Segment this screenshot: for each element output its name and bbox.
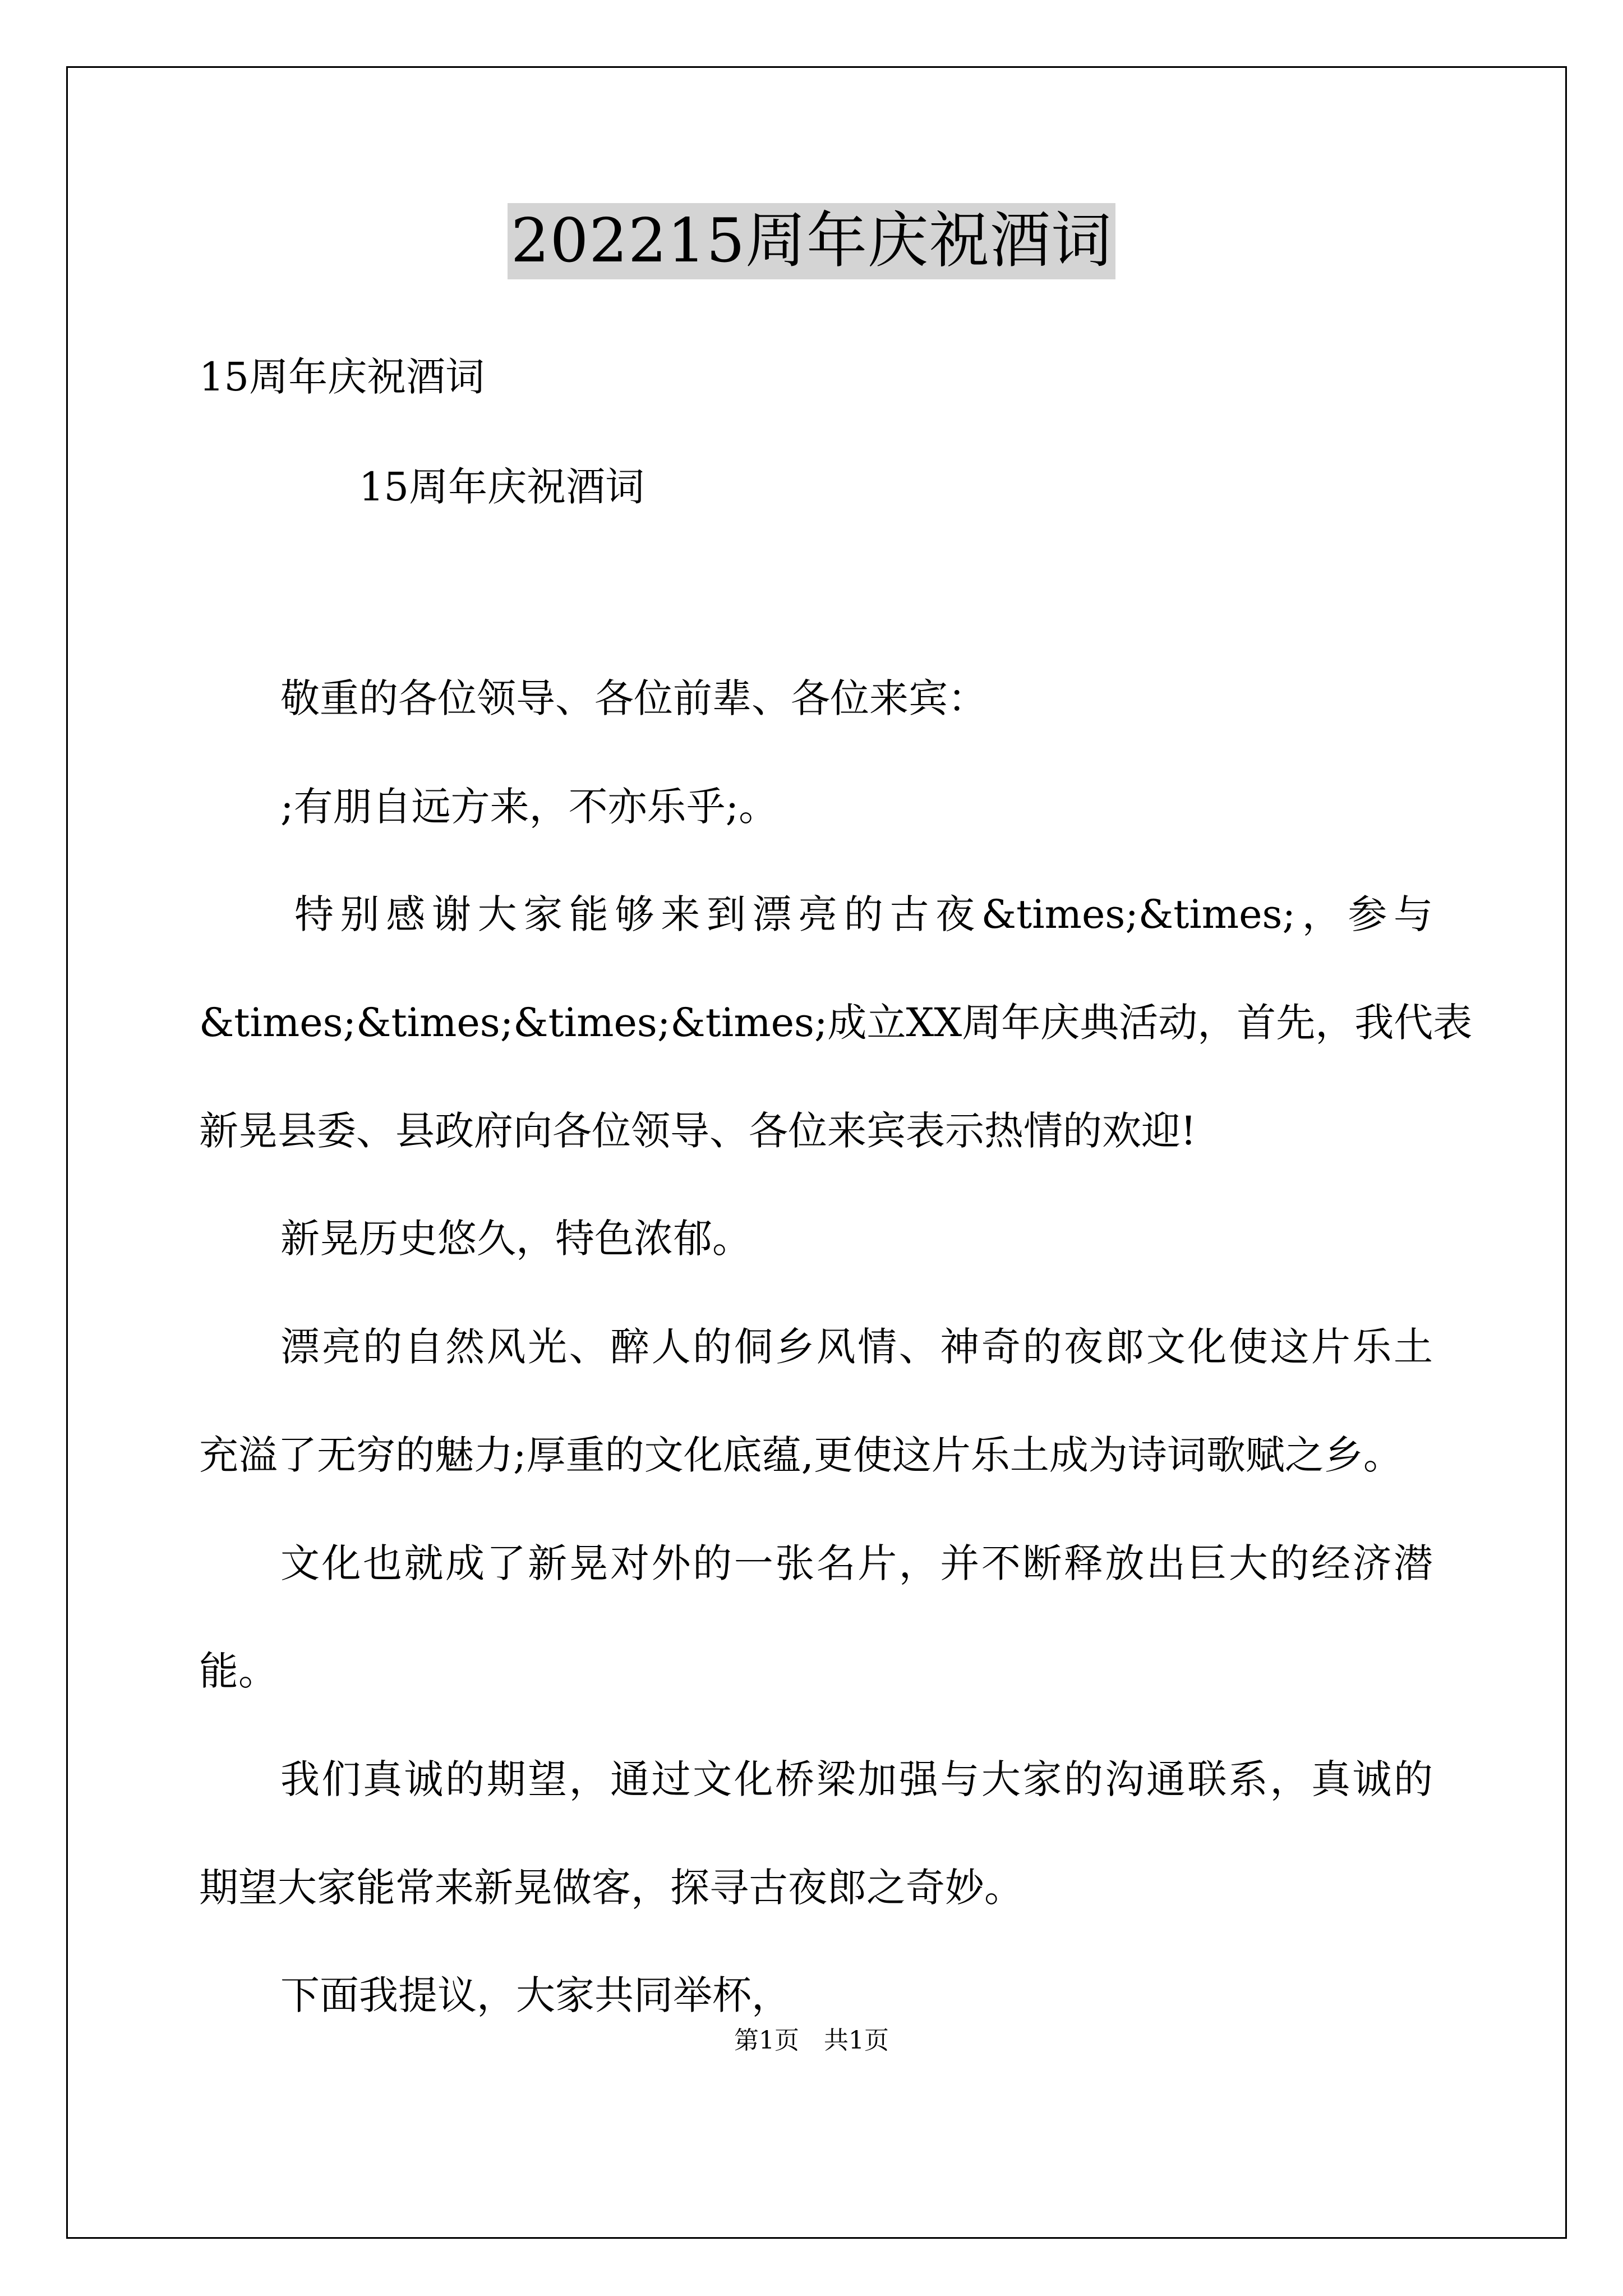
subtitle-line-2: 15周年庆祝酒词 — [359, 464, 645, 510]
title-container — [0, 203, 1623, 279]
paragraph-scenery-line-1: 漂亮的自然风光、醉人的侗乡风情、神奇的夜郎文化使这片乐土 — [280, 1324, 1433, 1370]
page-footer: 第1页 共1页 — [734, 2026, 889, 2055]
paragraph-greeting: 敬重的各位领导、各位前辈、各位来宾： — [280, 675, 987, 721]
document-title: 202215周年庆祝酒词 — [508, 203, 1115, 279]
paragraph-thanks-line-3: 新晃县委、县政府向各位领导、各位来宾表示热情的欢迎! — [199, 1108, 1197, 1154]
paragraph-quote: ;有朋自远方来，不亦乐乎;。 — [280, 784, 778, 830]
paragraph-scenery-line-2: 充溢了无穷的魅力;厚重的文化底蕴,更使这片乐土成为诗词歌赋之乡。 — [199, 1432, 1403, 1478]
paragraph-thanks-line-2: &times;&times;&times;&times;成立XX周年庆典活动，首先，我代表 — [199, 1000, 1473, 1046]
subtitle-line-1: 15周年庆祝酒词 — [199, 354, 485, 400]
paragraph-culture-line-1: 文化也就成了新晃对外的一张名片，并不断释放出巨大的经济潜 — [280, 1540, 1433, 1586]
paragraph-hope-line-2: 期望大家能常来新晃做客，探寻古夜郎之奇妙。 — [199, 1865, 1023, 1911]
paragraph-culture-line-2: 能。 — [199, 1648, 278, 1694]
paragraph-thanks-line-1: 特别感谢大家能够来到漂亮的古夜&times;&times;，参与 — [294, 891, 1433, 937]
paragraph-toast: 下面我提议，大家共同举杯， — [280, 1972, 791, 2018]
paragraph-hope-line-1: 我们真诚的期望，通过文化桥梁加强与大家的沟通联系，真诚的 — [280, 1756, 1433, 1802]
paragraph-history: 新晃历史悠久，特色浓郁。 — [280, 1216, 751, 1262]
